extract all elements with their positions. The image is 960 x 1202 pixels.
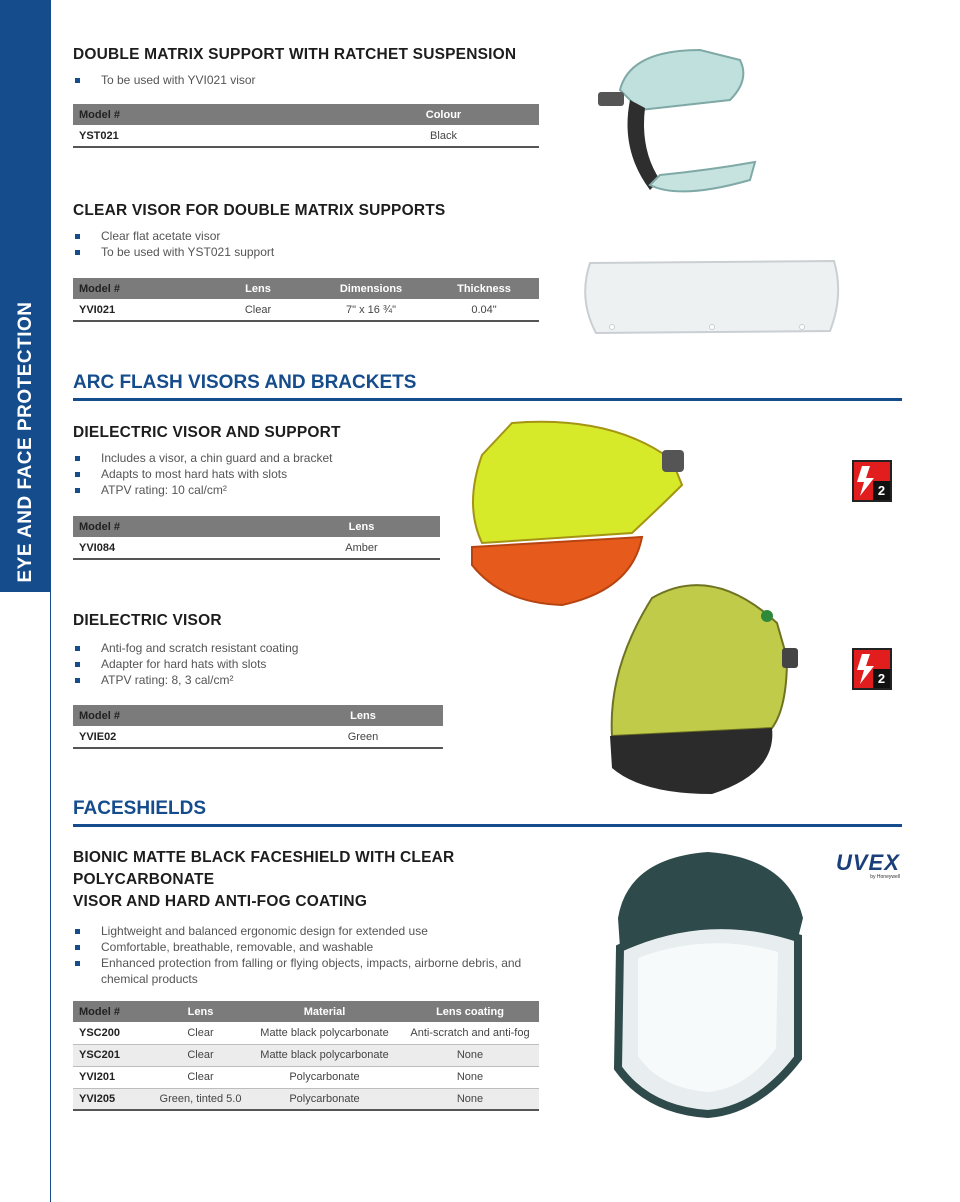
product-title-line: VISOR AND HARD ANTI-FOG COATING: [73, 893, 368, 910]
table-cell: Polycarbonate: [248, 1088, 401, 1110]
column-header: Model #: [73, 705, 283, 726]
list-item: Includes a visor, a chin guard and a bracket: [73, 450, 440, 466]
list-item: Comfortable, breathable, removable, and washable: [73, 939, 533, 955]
category-divider: [73, 824, 902, 827]
table-cell: None: [401, 1088, 539, 1110]
table-cell: Clear: [203, 299, 313, 321]
product-dielectric-visor: [73, 610, 443, 749]
category-divider: [73, 398, 902, 401]
table-cell: Anti-scratch and anti-fog: [401, 1022, 539, 1044]
spec-table: [73, 1001, 539, 1111]
table-cell: YSC201: [73, 1044, 153, 1066]
table-header-row: [73, 1001, 539, 1022]
column-header: Lens coating: [401, 1001, 539, 1022]
table-row: [73, 1044, 539, 1066]
brand-logo-sub: by Honeywell: [870, 874, 900, 880]
arc-flash-hazard-icon: [852, 460, 892, 502]
table-header-row: [73, 516, 440, 537]
list-item: Lightweight and balanced ergonomic design for extended use: [73, 923, 533, 939]
column-header: Lens: [283, 705, 443, 726]
table-row: [73, 726, 443, 748]
table-cell: Polycarbonate: [248, 1066, 401, 1088]
feature-list: [73, 228, 539, 260]
list-item: ATPV rating: 8, 3 cal/cm²: [73, 672, 443, 688]
table-row: [73, 1088, 539, 1110]
table-cell: None: [401, 1044, 539, 1066]
column-header: Material: [248, 1001, 401, 1022]
table-cell: Matte black polycarbonate: [248, 1022, 401, 1044]
table-header-row: [73, 705, 443, 726]
table-row: [73, 1066, 539, 1088]
table-cell: None: [401, 1066, 539, 1088]
product-bionic-faceshield: [73, 847, 539, 1111]
table-cell: YVI205: [73, 1088, 153, 1110]
table-cell: Green: [283, 726, 443, 748]
product-title-line: BIONIC MATTE BLACK FACESHIELD WITH CLEAR POLYCARBONATE: [73, 849, 455, 888]
feature-list: [73, 923, 533, 987]
category-title-arc-flash: ARC FLASH VISORS AND BRACKETS: [73, 372, 417, 393]
table-cell: 7" x 16 ¾": [313, 299, 429, 321]
uvex-logo: [836, 850, 906, 884]
column-header: Thickness: [429, 278, 539, 299]
table-cell: Clear: [153, 1044, 248, 1066]
double-matrix-support-image: [590, 30, 770, 222]
table-row: [73, 125, 539, 147]
table-cell: Clear: [153, 1022, 248, 1044]
column-header: Model #: [73, 1001, 153, 1022]
spec-table: [73, 516, 440, 560]
product-double-matrix-support: [73, 44, 539, 148]
feature-list: [73, 450, 440, 498]
table-header-row: [73, 278, 539, 299]
table-cell: YVI201: [73, 1066, 153, 1088]
feature-list: [73, 640, 443, 688]
category-title-faceshields: FACESHIELDS: [73, 798, 207, 819]
list-item: Adapts to most hard hats with slots: [73, 466, 440, 482]
table-cell: YVI021: [73, 299, 203, 321]
column-header: Lens: [283, 516, 440, 537]
product-title: CLEAR VISOR FOR DOUBLE MATRIX SUPPORTS: [73, 202, 446, 219]
clear-visor-image: [572, 255, 852, 337]
green-visor-image: [602, 568, 802, 800]
side-divider: [50, 592, 51, 1202]
list-item: Enhanced protection from falling or flying objects, impacts, airborne debris, and chemical products: [73, 955, 533, 987]
spec-table: [73, 104, 539, 148]
product-clear-visor: [73, 200, 539, 322]
column-header: Lens: [153, 1001, 248, 1022]
product-dielectric-visor-support: [73, 422, 440, 560]
column-header: Colour: [348, 104, 539, 125]
hazard-level: 2: [873, 481, 890, 500]
list-item: ATPV rating: 10 cal/cm²: [73, 482, 440, 498]
product-title: DIELECTRIC VISOR AND SUPPORT: [73, 424, 341, 441]
spec-table: [73, 278, 539, 322]
table-cell: Black: [348, 125, 539, 147]
column-header: Model #: [73, 104, 348, 125]
table-cell: Amber: [283, 537, 440, 559]
list-item: To be used with YST021 support: [73, 244, 539, 260]
table-cell: Green, tinted 5.0: [153, 1088, 248, 1110]
spec-table: [73, 705, 443, 749]
table-row: [73, 537, 440, 559]
table-cell: YSC200: [73, 1022, 153, 1044]
list-item: Anti-fog and scratch resistant coating: [73, 640, 443, 656]
side-tab-label: EYE AND FACE PROTECTION: [15, 301, 36, 583]
table-cell: Matte black polycarbonate: [248, 1044, 401, 1066]
list-item: Clear flat acetate visor: [73, 228, 539, 244]
column-header: Model #: [73, 516, 283, 537]
product-title: DOUBLE MATRIX SUPPORT WITH RATCHET SUSPENSION: [73, 46, 517, 63]
arc-flash-hazard-icon: [852, 648, 892, 690]
table-cell: YVIE02: [73, 726, 283, 748]
hazard-level: 2: [873, 669, 890, 688]
bionic-faceshield-image: [598, 848, 810, 1118]
table-row: [73, 299, 539, 321]
column-header: Model #: [73, 278, 203, 299]
table-cell: Clear: [153, 1066, 248, 1088]
table-row: [73, 1022, 539, 1044]
feature-list: [73, 72, 539, 88]
brand-logo-word: UVEX: [836, 850, 900, 875]
table-header-row: [73, 104, 539, 125]
table-cell: YST021: [73, 125, 348, 147]
table-cell: 0.04": [429, 299, 539, 321]
list-item: To be used with YVI021 visor: [73, 72, 539, 88]
table-cell: YVI084: [73, 537, 283, 559]
list-item: Adapter for hard hats with slots: [73, 656, 443, 672]
column-header: Lens: [203, 278, 313, 299]
column-header: Dimensions: [313, 278, 429, 299]
product-title: DIELECTRIC VISOR: [73, 612, 222, 629]
